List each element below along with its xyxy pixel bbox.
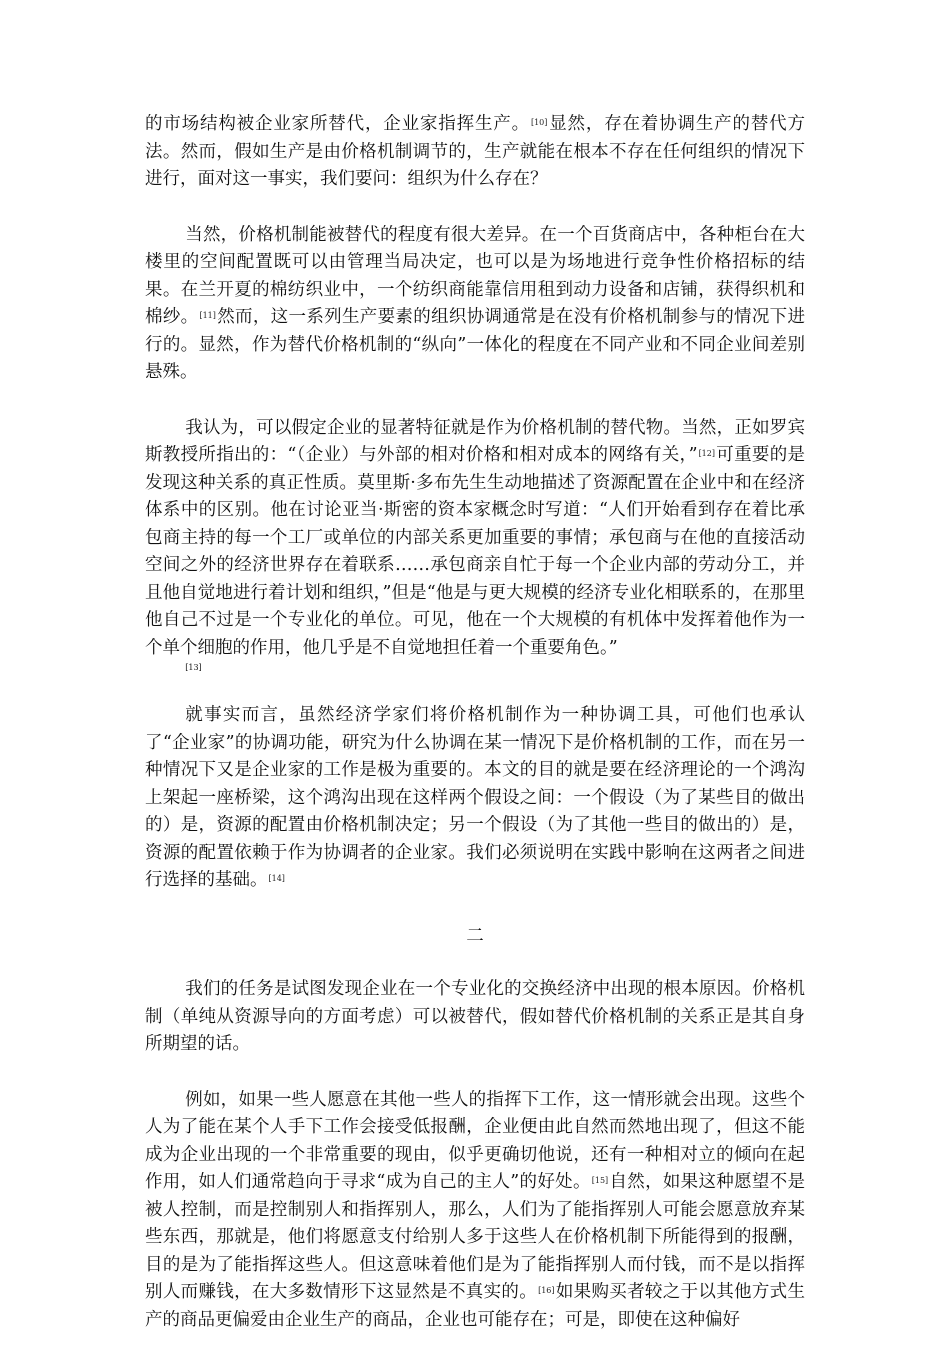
- paragraph-text: 然而，这一系列生产要素的组织协调通常是在没有价格机制参与的情况下进行的。显然，作为替代价格机制的“纵向”一体化的程度在不同产业和不同企业间差别悬殊。: [145, 307, 806, 382]
- paragraph-text: 显然，存在着协调生产的替代方法。然而，假如生产是由价格机制调节的，生产就能在根本不存在任何组织的情况下进行，面对这一事实，我们要问：组织为什么存在？: [145, 114, 806, 189]
- body-text-part-1: [145, 111, 805, 895]
- footnote-marker: [16]: [538, 1286, 555, 1295]
- body-text-part-2: [145, 976, 805, 1334]
- footnote-marker: [11]: [199, 311, 216, 320]
- document-page: [145, 111, 805, 1362]
- paragraph: [145, 415, 805, 675]
- footnote-marker: [10]: [530, 118, 548, 127]
- paragraph: [145, 111, 805, 194]
- paragraph-text: 自然，如果这种愿望不是被人控制，而是控制别人和指挥别人，那么，人们为了能指挥别人可能会愿意放弃某些东西，那就是，他们将愿意支付给别人多于这些人在价格机制下所能得到的报酬，目的是为了能指挥这些人。但这意味着他们是为了能指挥别人而付钱，而不是以指挥别人而赚钱，在大多数情形下这显然是不真实的。: [145, 1172, 805, 1302]
- section-heading: 二: [466, 925, 484, 946]
- paragraph-text: 如果购买者较之于以其他方式生产的商品更偏爱由企业生产的商品，企业也可能存在；可是，即使在这种偏好: [145, 1282, 806, 1330]
- paragraph-text: 我认为，可以假定企业的显著特征就是作为价格机制的替代物。当然，正如罗宾斯教授所指出的：“（企业）与外部的相对价格和相对成本的网络有关，”: [145, 417, 805, 465]
- paragraph-text: 可重要的是发现这种关系的真正性质。莫里斯·多布先生生动地描述了资源配置在企业中和在经济体系中的区别。他在讨论亚当·斯密的资本家概念时写道：“人们开始看到存在着比承包商主持的每一个工厂或单位的内部关系更加重要的事情；承包商与在他的直接活动空间之外的经济世界存在着联系……承包商亲自忙于每一个企业内部的劳动分工，并且他自觉地进行着计划和组织，”但是“他是与更大规模的经济专业化相联系的，在那里他自己不过是一个专业化的单位。可见，他在一个大规模的有机体中发挥着他作为一个单个细胞的作用，他几乎是不自觉地担任着一个重要角色。”: [145, 445, 805, 658]
- paragraph-text: 我们的任务是试图发现企业在一个专业化的交换经济中出现的根本原因。价格机制（单纯从资源导向的方面考虑）可以被替代，假如替代价格机制的关系正是其自身所期望的话。: [145, 979, 805, 1054]
- paragraph: [145, 702, 805, 895]
- paragraph-text: 的市场结构被企业家所替代，企业家指挥生产。: [145, 114, 530, 134]
- paragraph: [145, 976, 805, 1059]
- paragraph-text: 当然，价格机制能被替代的程度有很大差异。在一个百货商店中，各种柜台在大楼里的空间配置既可以由管理当局决定，也可以是为场地进行竞争性价格招标的结果。在兰开夏的棉纺织业中，一个纺织商能靠信用租到动力设备和店铺，获得织机和棉纱。: [145, 224, 805, 327]
- paragraph-text: 就事实而言，虽然经济学家们将价格机制作为一种协调工具，可他们也承认了“企业家”的协调功能，研究为什么协调在某一情况下是价格机制的工作，而在另一种情况下又是企业家的工作是极为重要的。本文的目的就是要在经济理论的一个鸿沟上架起一座桥梁，这个鸿沟出现在这样两个假设之间：一个假设（为了某些目的做出的）是，资源的配置由价格机制决定；另一个假设（为了其他一些目的做出的）是，资源的配置依赖于作为协调者的企业家。我们必须说明在实践中影响在这两者之间进行选择的基础。: [145, 705, 805, 890]
- footnote-marker: [13]: [185, 663, 202, 672]
- footnote-marker: [12]: [698, 449, 715, 458]
- footnote-marker: [14]: [268, 874, 285, 883]
- paragraph-text: 例如，如果一些人愿意在其他一些人的指挥下工作，这一情形就会出现。这些个人为了能在某个人手下工作会接受低报酬，企业便由此自然而然地出现了，但这不能成为企业出现的一个非常重要的现由，似乎更确切他说，还有一种相对立的倾向在起作用，如人们通常趋向于寻求“成为自己的主人”的好处。: [145, 1089, 805, 1192]
- paragraph: [145, 222, 805, 387]
- paragraph: [145, 1087, 805, 1335]
- footnote-marker: [15]: [591, 1176, 609, 1185]
